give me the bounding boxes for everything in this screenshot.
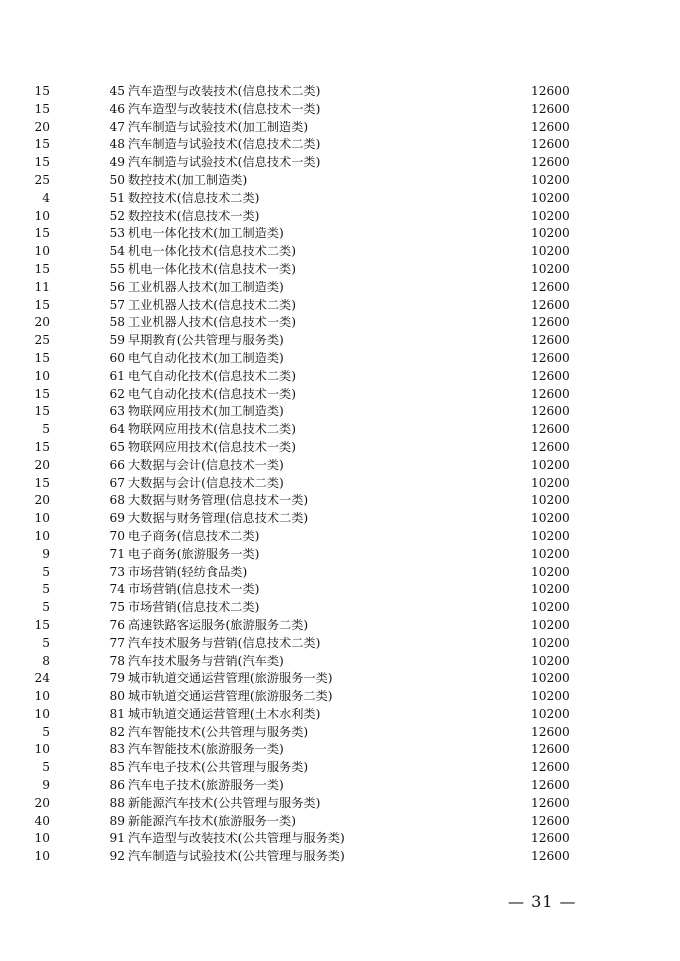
row-number: 67 [109, 475, 125, 490]
row-number: 66 [109, 457, 125, 472]
enrollment-count: 10 [34, 368, 50, 383]
row-number: 64 [109, 422, 125, 437]
enrollment-count: 20 [34, 119, 50, 134]
program-name: 新能源汽车技术(公共管理与服务类) [128, 795, 321, 810]
tuition-fee: 10200 [531, 244, 570, 259]
table-row [34, 741, 575, 759]
program-name: 汽车制造与试验技术(加工制造类) [128, 119, 309, 134]
program-name: 汽车制造与试验技术(信息技术一类) [128, 155, 321, 170]
tuition-fee: 10200 [531, 493, 570, 508]
row-number: 54 [109, 244, 125, 259]
enrollment-count: 10 [34, 244, 50, 259]
row-number: 89 [109, 813, 125, 828]
tuition-fee: 12600 [531, 386, 570, 401]
program-name: 电气自动化技术(信息技术二类) [128, 368, 296, 383]
enrollment-count: 15 [34, 155, 50, 170]
enrollment-count: 5 [42, 422, 50, 437]
enrollment-count: 9 [42, 546, 50, 561]
table-row [34, 830, 575, 848]
table-row [42, 421, 575, 439]
tuition-fee: 10200 [531, 475, 570, 490]
enrollment-count: 4 [42, 190, 50, 205]
program-name: 市场营销(信息技术二类) [128, 600, 260, 615]
program-name: 汽车智能技术(公共管理与服务类) [128, 724, 309, 739]
row-number: 79 [109, 671, 125, 686]
tuition-fee: 10200 [531, 671, 570, 686]
page-number: — 31 — [508, 892, 577, 911]
table-row [34, 279, 575, 297]
row-number: 86 [109, 778, 125, 793]
enrollment-count: 25 [34, 333, 50, 348]
table-row [34, 510, 575, 528]
enrollment-count: 15 [34, 261, 50, 276]
program-name: 汽车造型与改装技术(信息技术一类) [128, 101, 321, 116]
table-row [34, 101, 575, 119]
tuition-fee: 12600 [531, 778, 570, 793]
tuition-fee: 12600 [531, 137, 570, 152]
row-number: 92 [109, 849, 125, 864]
enrollment-count: 40 [34, 813, 50, 828]
tuition-fee: 10200 [531, 208, 570, 223]
program-name: 大数据与财务管理(信息技术一类) [128, 493, 309, 508]
table-row [34, 439, 575, 457]
program-name: 工业机器人技术(信息技术一类) [128, 315, 296, 330]
enrollment-count: 15 [34, 226, 50, 241]
table-row [34, 813, 575, 831]
table-row [34, 403, 575, 421]
tuition-fee: 10200 [531, 653, 570, 668]
tuition-fee: 12600 [531, 333, 570, 348]
row-number: 73 [109, 564, 125, 579]
program-name: 汽车造型与改装技术(信息技术二类) [128, 84, 321, 98]
row-number: 49 [109, 155, 125, 170]
table-row [42, 546, 575, 564]
program-name: 早期教育(公共管理与服务类) [128, 333, 284, 348]
program-name: 大数据与会计(信息技术一类) [128, 457, 284, 472]
tuition-fee: 12600 [531, 84, 570, 98]
row-number: 62 [109, 386, 125, 401]
table-row [42, 635, 575, 653]
tuition-fee: 12600 [531, 742, 570, 757]
enrollment-count: 8 [42, 653, 50, 668]
table-row [34, 297, 575, 315]
row-number: 80 [109, 689, 125, 704]
enrollment-table [34, 83, 575, 866]
row-number: 65 [109, 439, 125, 454]
table-row [42, 564, 575, 582]
program-name: 市场营销(信息技术一类) [128, 582, 260, 597]
enrollment-count: 15 [34, 617, 50, 632]
program-name: 汽车智能技术(旅游服务一类) [128, 742, 284, 757]
tuition-fee: 12600 [531, 297, 570, 312]
tuition-fee: 10200 [531, 564, 570, 579]
program-name: 电子商务(旅游服务一类) [128, 546, 260, 561]
table-row [34, 670, 575, 688]
tuition-fee: 12600 [531, 101, 570, 116]
enrollment-count: 5 [42, 600, 50, 615]
table-row [42, 653, 575, 671]
row-number: 58 [109, 315, 125, 330]
enrollment-count: 24 [34, 671, 50, 686]
enrollment-count: 15 [34, 297, 50, 312]
tuition-fee: 12600 [531, 368, 570, 383]
row-number: 46 [109, 101, 125, 116]
row-number: 70 [109, 528, 125, 543]
tuition-fee: 10200 [531, 689, 570, 704]
table-row [34, 243, 575, 261]
program-name: 新能源汽车技术(旅游服务一类) [128, 813, 296, 828]
enrollment-count: 10 [34, 689, 50, 704]
enrollment-count: 5 [42, 635, 50, 650]
program-name: 高速铁路客运服务(旅游服务二类) [128, 617, 309, 632]
row-number: 52 [109, 208, 125, 223]
table-row [34, 332, 575, 350]
row-number: 75 [109, 600, 125, 615]
program-name: 电气自动化技术(信息技术一类) [128, 386, 296, 401]
table-row [34, 119, 575, 137]
tuition-fee: 12600 [531, 813, 570, 828]
table-row [34, 350, 575, 368]
row-number: 69 [109, 511, 125, 526]
program-name: 汽车电子技术(公共管理与服务类) [128, 760, 309, 775]
enrollment-count: 15 [34, 101, 50, 116]
enrollment-count: 10 [34, 849, 50, 864]
enrollment-count: 15 [34, 404, 50, 419]
tuition-fee: 10200 [531, 190, 570, 205]
program-name: 市场营销(轻纺食品类) [128, 564, 248, 579]
enrollment-count: 20 [34, 457, 50, 472]
program-name: 机电一体化技术(加工制造类) [128, 226, 284, 241]
table-row [34, 314, 575, 332]
tuition-fee: 12600 [531, 350, 570, 365]
table-row [34, 795, 575, 813]
tuition-fee: 12600 [531, 724, 570, 739]
tuition-fee: 12600 [531, 422, 570, 437]
enrollment-count: 10 [34, 528, 50, 543]
row-number: 68 [109, 493, 125, 508]
table-row [34, 457, 575, 475]
row-number: 74 [109, 582, 125, 597]
program-name: 工业机器人技术(加工制造类) [128, 279, 284, 294]
table-row [34, 617, 575, 635]
row-number: 61 [109, 368, 125, 383]
tuition-fee: 10200 [531, 617, 570, 632]
program-name: 汽车制造与试验技术(公共管理与服务类) [128, 849, 345, 864]
row-number: 50 [109, 172, 125, 187]
program-name: 工业机器人技术(信息技术二类) [128, 297, 296, 312]
program-name: 城市轨道交通运营管理(土木水利类) [128, 706, 321, 721]
enrollment-count: 20 [34, 795, 50, 810]
table-row [42, 190, 575, 208]
row-number: 53 [109, 226, 125, 241]
table-row [34, 154, 575, 172]
row-number: 78 [109, 653, 125, 668]
program-name: 汽车制造与试验技术(信息技术二类) [128, 137, 321, 152]
tuition-fee: 12600 [531, 279, 570, 294]
row-number: 45 [109, 84, 125, 98]
tuition-fee: 12600 [531, 119, 570, 134]
program-name: 电子商务(信息技术二类) [128, 528, 260, 543]
table-row [34, 83, 575, 101]
tuition-fee: 10200 [531, 706, 570, 721]
tuition-fee: 12600 [531, 155, 570, 170]
enrollment-count: 11 [34, 279, 50, 294]
row-number: 47 [109, 119, 125, 134]
table-row [34, 475, 575, 493]
tuition-fee: 10200 [531, 635, 570, 650]
table-row [34, 386, 575, 404]
row-number: 60 [109, 350, 125, 365]
enrollment-count: 9 [42, 778, 50, 793]
row-number: 91 [109, 831, 125, 846]
row-number: 51 [109, 190, 125, 205]
program-name: 数控技术(信息技术一类) [128, 208, 260, 223]
enrollment-count: 10 [34, 511, 50, 526]
enrollment-count: 15 [34, 475, 50, 490]
program-name: 汽车造型与改装技术(公共管理与服务类) [128, 831, 345, 846]
enrollment-count: 5 [42, 760, 50, 775]
table-row [34, 261, 575, 279]
enrollment-count: 5 [42, 582, 50, 597]
row-number: 59 [109, 333, 125, 348]
table-row [34, 688, 575, 706]
row-number: 83 [109, 742, 125, 757]
tuition-fee: 12600 [531, 760, 570, 775]
enrollment-count: 25 [34, 172, 50, 187]
row-number: 82 [109, 724, 125, 739]
table-row [34, 492, 575, 510]
tuition-fee: 12600 [531, 315, 570, 330]
program-name: 物联网应用技术(信息技术二类) [128, 422, 296, 437]
table-row [34, 706, 575, 724]
row-number: 63 [109, 404, 125, 419]
row-number: 76 [109, 617, 125, 632]
enrollment-count: 10 [34, 742, 50, 757]
enrollment-count: 15 [34, 350, 50, 365]
tuition-fee: 12600 [531, 849, 570, 864]
tuition-fee: 10200 [531, 546, 570, 561]
program-name: 电气自动化技术(加工制造类) [128, 350, 284, 365]
table-row [42, 599, 575, 617]
tuition-fee: 12600 [531, 831, 570, 846]
program-name: 机电一体化技术(信息技术一类) [128, 261, 296, 276]
tuition-fee: 10200 [531, 172, 570, 187]
program-name: 数控技术(加工制造类) [128, 172, 248, 187]
tuition-fee: 12600 [531, 795, 570, 810]
tuition-fee: 12600 [531, 439, 570, 454]
row-number: 48 [109, 137, 125, 152]
table-row [42, 581, 575, 599]
table-row [42, 724, 575, 742]
row-number: 71 [109, 546, 125, 561]
table-row [34, 172, 575, 190]
tuition-fee: 10200 [531, 528, 570, 543]
program-name: 大数据与财务管理(信息技术二类) [128, 511, 309, 526]
enrollment-count: 15 [34, 84, 50, 98]
program-name: 大数据与会计(信息技术二类) [128, 475, 284, 490]
row-number: 56 [109, 279, 125, 294]
table-row [42, 759, 575, 777]
tuition-fee: 10200 [531, 261, 570, 276]
row-number: 55 [109, 261, 125, 276]
tuition-fee: 10200 [531, 582, 570, 597]
enrollment-count: 5 [42, 724, 50, 739]
program-name: 机电一体化技术(信息技术二类) [128, 244, 296, 259]
table-row [42, 777, 575, 795]
row-number: 88 [109, 795, 125, 810]
table-row [34, 208, 575, 226]
tuition-fee: 10200 [531, 511, 570, 526]
table-row [34, 848, 575, 866]
row-number: 57 [109, 297, 125, 312]
program-name: 物联网应用技术(加工制造类) [128, 404, 284, 419]
enrollment-count: 15 [34, 439, 50, 454]
enrollment-count: 10 [34, 706, 50, 721]
table-row [34, 225, 575, 243]
program-name: 汽车技术服务与营销(信息技术二类) [128, 635, 321, 650]
tuition-fee: 12600 [531, 404, 570, 419]
enrollment-count: 20 [34, 315, 50, 330]
table-row [34, 136, 575, 154]
program-name: 城市轨道交通运营管理(旅游服务二类) [128, 689, 333, 704]
enrollment-count: 5 [42, 564, 50, 579]
program-name: 数控技术(信息技术二类) [128, 190, 260, 205]
table-row [34, 528, 575, 546]
enrollment-count: 10 [34, 208, 50, 223]
program-name: 汽车技术服务与营销(汽车类) [128, 653, 284, 668]
row-number: 85 [109, 760, 125, 775]
row-number: 81 [109, 706, 125, 721]
tuition-fee: 10200 [531, 457, 570, 472]
enrollment-count: 15 [34, 137, 50, 152]
enrollment-count: 10 [34, 831, 50, 846]
row-number: 77 [109, 635, 125, 650]
tuition-fee: 10200 [531, 226, 570, 241]
program-name: 物联网应用技术(信息技术一类) [128, 439, 296, 454]
table-row [34, 368, 575, 386]
enrollment-count: 20 [34, 493, 50, 508]
enrollment-count: 15 [34, 386, 50, 401]
tuition-fee: 10200 [531, 600, 570, 615]
program-name: 城市轨道交通运营管理(旅游服务一类) [128, 671, 333, 686]
program-name: 汽车电子技术(旅游服务一类) [128, 778, 284, 793]
